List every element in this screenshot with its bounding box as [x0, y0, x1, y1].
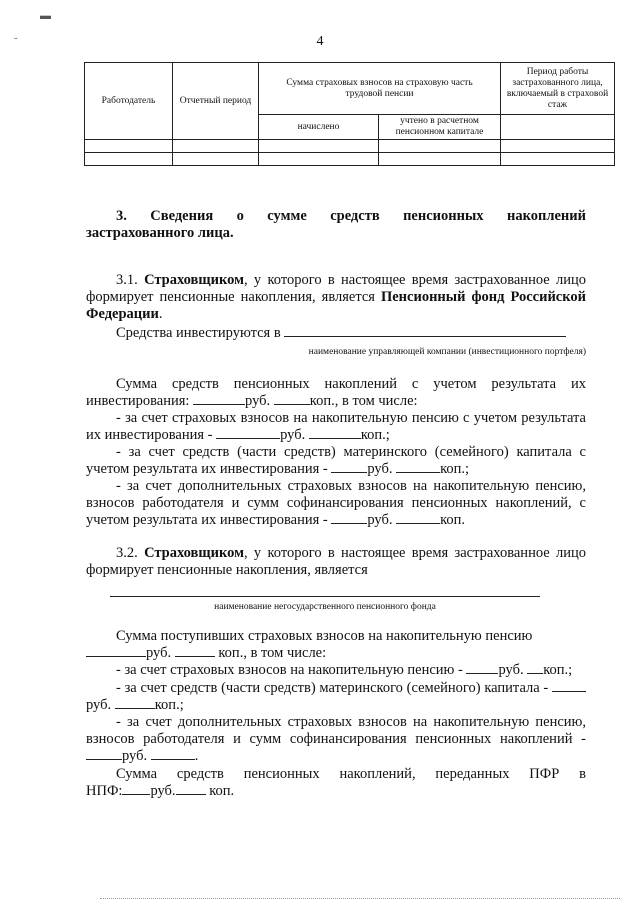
unit-rub: руб.: [367, 461, 393, 477]
sum-2-item-2: [86, 680, 586, 714]
sum-2-intro: [86, 628, 586, 662]
paragraph-text: Сумма поступивших страховых взносов на накопительную пенсию: [116, 628, 533, 644]
item-text: - за счет страховых взносов на накопительную пенсию с учетом результата их инвестирования -: [86, 410, 586, 443]
rub-blank[interactable]: [331, 472, 367, 473]
title-word: накоплений: [506, 208, 586, 224]
rub-blank[interactable]: [193, 404, 245, 405]
rub-blank[interactable]: [86, 759, 122, 760]
sum-1-item-1: [86, 410, 586, 444]
rub-blank[interactable]: [122, 794, 150, 795]
table-cell: [85, 140, 173, 153]
rub-blank[interactable]: [466, 673, 498, 674]
item-text: - за счет средств (части средств) материнского (семейного) капитала с учетом результата их инвестирования -: [86, 444, 586, 477]
item-text: - за счет страховых взносов на накопительную пенсию -: [116, 662, 463, 678]
kop-blank[interactable]: [396, 472, 440, 473]
paragraph-number: 3.1.: [116, 272, 138, 288]
transfer-npf-line: [86, 783, 586, 800]
unit-kop: коп., в том числе:: [218, 645, 327, 661]
item-text: - за счет средств (части средств) материнского (семейного) капитала -: [116, 680, 549, 696]
insurer-label: Страховщиком: [144, 272, 244, 288]
table-cell: [259, 153, 379, 166]
sum-1-intro: [86, 376, 586, 410]
header-employer: Работодатель: [85, 63, 173, 140]
table-cell: [85, 153, 173, 166]
transfer-line: Сумма средств пенсионных накоплений, переданных ПФР в: [116, 766, 586, 782]
rub-blank[interactable]: [331, 523, 367, 524]
item-text: - за счет дополнительных страховых взносов на накопительную пенсию, взносов работодателя и сумм софинансирования пенсионных накоплений, с учетом результата их инвестирования -: [86, 478, 586, 528]
paragraph-text: Сумма средств пенсионных накоплений с учетом результата их инвестирования:: [86, 376, 586, 409]
kop-blank[interactable]: [176, 794, 206, 795]
scan-artifact-line: [100, 898, 620, 899]
pfr-name: Пенсионный фонд Российской Федерации: [86, 289, 587, 322]
scan-speck: ˘: [14, 36, 18, 48]
invest-text: Средства инвестируются в: [116, 325, 281, 341]
paragraph-3-2: [86, 545, 586, 579]
kop-blank[interactable]: [527, 673, 543, 674]
sum-1-item-2: [86, 444, 586, 478]
npf-name-blank[interactable]: [110, 596, 540, 597]
scan-speck: ▬: [40, 10, 51, 22]
unit-kop: коп., в том числе:: [309, 393, 418, 409]
unit-rub: руб.: [367, 512, 393, 528]
table-cell: [379, 140, 501, 153]
unit-kop: коп.: [209, 783, 235, 799]
paragraph-text: , у которого в настоящее время застрахованное лицо формирует пенсионные накопления, является: [86, 545, 586, 578]
sum-2-item-3: [86, 714, 586, 765]
header-period: Отчетный период: [173, 63, 259, 140]
item-text: - за счет дополнительных страховых взносов на накопительную пенсию, взносов работодателя и сумм софинансирования пенсионных накоплений -: [86, 714, 586, 747]
sum-1-item-3: [86, 478, 586, 529]
table-cell: [501, 153, 615, 166]
kop-blank[interactable]: [115, 708, 155, 709]
unit-kop: коп.;: [154, 697, 184, 713]
rub-blank[interactable]: [86, 656, 146, 657]
unit-rub: руб.: [498, 662, 524, 678]
table-cell: [259, 140, 379, 153]
header-work-period: Период работы застрахованного лица, включаемый в страховой стаж: [501, 63, 615, 115]
management-company-blank[interactable]: [284, 336, 566, 337]
paragraph-text: , у которого в настоящее время застрахованное лицо формирует пенсионные накопления, является: [86, 272, 586, 305]
unit-kop: коп.;: [360, 427, 390, 443]
invest-line: [86, 325, 586, 342]
title-word: Сведения: [150, 208, 214, 224]
rub-blank[interactable]: [216, 438, 280, 439]
kop-blank[interactable]: [309, 438, 361, 439]
title-word: о: [236, 208, 244, 224]
kop-blank[interactable]: [396, 523, 440, 524]
title-line-2: застрахованного лица.: [86, 225, 234, 241]
page-number: 4: [316, 34, 324, 49]
invest-caption: наименование управляющей компании (инвестиционного портфеля): [308, 347, 586, 357]
title-word: сумме: [267, 208, 307, 224]
table-cell: [379, 153, 501, 166]
npf-label: НПФ:: [86, 783, 123, 799]
unit-rub: руб.: [122, 748, 148, 764]
header-sum: Сумма страховых взносов на страховую часть трудовой пенсии: [259, 63, 501, 115]
insurer-label: Страховщиком: [144, 545, 244, 561]
title-word: средств: [330, 208, 380, 224]
unit-rub: руб.: [150, 783, 176, 799]
paragraph-number: 3.2.: [116, 545, 138, 561]
unit-kop: коп.: [440, 512, 466, 528]
title-word: пенсионных: [403, 208, 484, 224]
paragraph-text: .: [158, 306, 163, 322]
kop-blank[interactable]: [274, 404, 310, 405]
kop-blank[interactable]: [151, 759, 195, 760]
header-accounted: учтено в расчетном пенсионном капитале: [379, 115, 501, 140]
table-cell: [173, 140, 259, 153]
table-cell: [173, 153, 259, 166]
npf-caption: наименование негосударственного пенсионного фонда: [214, 602, 436, 612]
section-3-title: [86, 208, 586, 242]
unit-rub: руб.: [245, 393, 271, 409]
end-dot: .: [194, 748, 199, 764]
paragraph-3-1: [86, 272, 586, 323]
unit-kop: коп.;: [440, 461, 470, 477]
sum-2-item-1: [86, 662, 586, 679]
title-word: 3.: [116, 208, 127, 224]
empty-cell: [501, 115, 615, 140]
contributions-table: [84, 62, 615, 166]
unit-rub: руб.: [146, 645, 172, 661]
unit-rub: руб.: [280, 427, 306, 443]
table-cell: [501, 140, 615, 153]
header-accrued: начислено: [259, 115, 379, 140]
unit-kop: коп.;: [543, 662, 573, 678]
kop-blank[interactable]: [175, 656, 215, 657]
unit-rub: руб.: [86, 697, 112, 713]
rub-blank[interactable]: [552, 691, 586, 692]
